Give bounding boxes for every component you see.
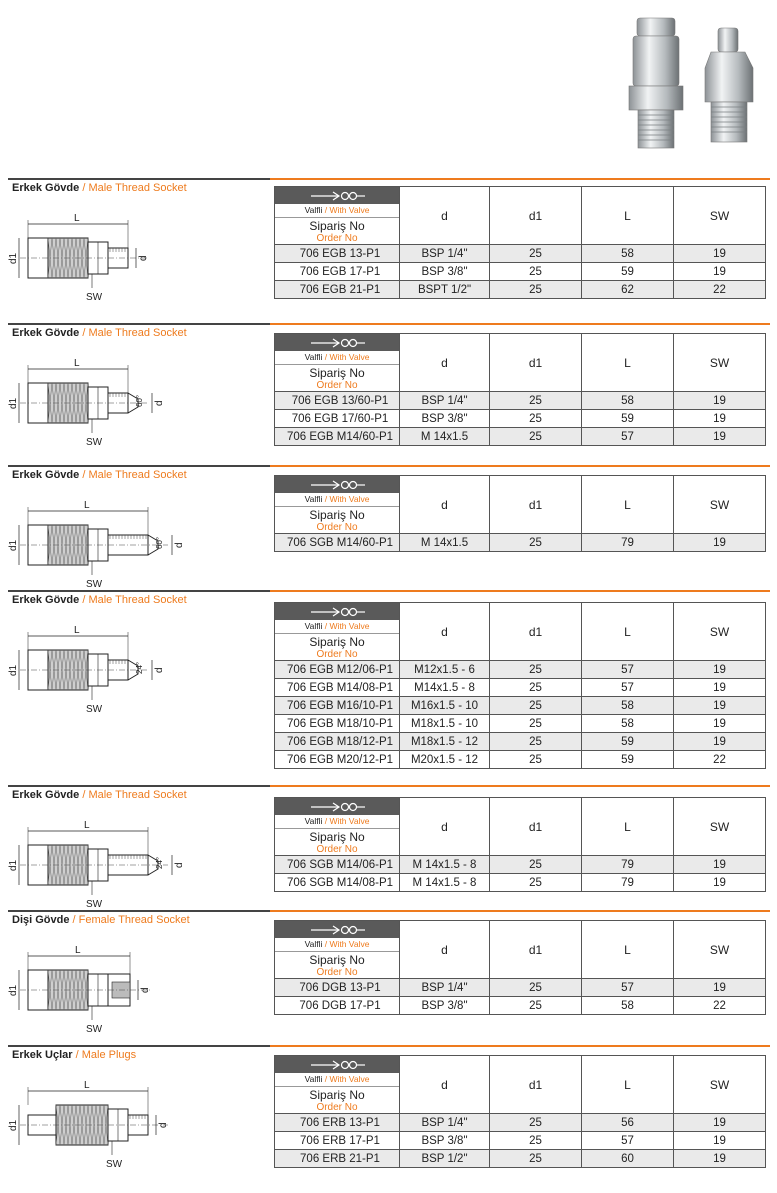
L-cell: 59 [582, 751, 674, 769]
L-cell: 59 [582, 263, 674, 281]
SW-cell: 19 [674, 410, 766, 428]
L-cell: 57 [582, 428, 674, 446]
order-label-en: Order No [316, 1102, 358, 1113]
d1-cell: 25 [490, 661, 582, 679]
title-turkish: Erkek Gövde [12, 182, 80, 194]
d1-cell: 25 [490, 281, 582, 299]
valve-en: / With Valve [324, 494, 370, 504]
title-turkish: Erkek Gövde [12, 594, 80, 606]
d-cell: BSP 1/4" [400, 392, 490, 410]
col-header-d: d [400, 334, 490, 392]
title-english: Male Thread Socket [88, 182, 187, 194]
table-header-row [275, 921, 766, 979]
d-cell: BSP 3/8" [400, 263, 490, 281]
col-header-d1: d1 [490, 603, 582, 661]
angle-label: 60° [135, 394, 144, 407]
col-header-SW: SW [674, 798, 766, 856]
d-cell: M 14x1.5 [400, 534, 490, 552]
dim-L-label: L [74, 358, 80, 369]
valve-symbol [275, 921, 399, 938]
technical-drawing [8, 608, 208, 738]
spec-table [274, 797, 766, 892]
dim-d1-label: d1 [8, 252, 19, 264]
d1-cell: 25 [490, 392, 582, 410]
valve-en: / With Valve [324, 205, 370, 215]
SW-cell: 19 [674, 856, 766, 874]
valve-symbol [275, 798, 399, 815]
L-cell: 58 [582, 392, 674, 410]
order-header-cell [275, 187, 400, 245]
order-label-tr: Sipariş No [309, 953, 365, 967]
technical-drawing [8, 341, 208, 471]
dim-SW-label: SW [106, 1159, 123, 1170]
order-code-cell: 706 EGB M18/12-P1 [275, 733, 400, 751]
section-accent-line [270, 785, 770, 787]
order-code-cell: 706 ERB 17-P1 [275, 1132, 400, 1150]
d1-cell: 25 [490, 1150, 582, 1168]
title-turkish: Erkek Gövde [12, 789, 80, 801]
table-row [275, 997, 766, 1015]
d1-cell: 25 [490, 979, 582, 997]
table-row [275, 715, 766, 733]
d-cell: BSPT 1/2" [400, 281, 490, 299]
spec-table [274, 475, 766, 552]
col-header-d1: d1 [490, 1056, 582, 1114]
table-row [275, 661, 766, 679]
dim-d1-label: d1 [8, 859, 19, 871]
L-cell: 59 [582, 733, 674, 751]
dim-d1-label: d1 [8, 664, 19, 676]
table-row [275, 1150, 766, 1168]
section-accent-line [270, 590, 770, 592]
section-accent-line [270, 1045, 770, 1047]
dim-L-label: L [84, 1080, 90, 1091]
dim-d-label: d [140, 987, 151, 993]
col-header-L: L [582, 1056, 674, 1114]
valve-label [275, 620, 399, 634]
d1-cell: 25 [490, 715, 582, 733]
section-title [12, 182, 187, 194]
order-label-tr: Sipariş No [309, 508, 365, 522]
L-cell: 57 [582, 1132, 674, 1150]
L-cell: 59 [582, 410, 674, 428]
valve-en: / With Valve [324, 621, 370, 631]
SW-cell: 22 [674, 997, 766, 1015]
valve-en: / With Valve [324, 352, 370, 362]
table-row [275, 874, 766, 892]
L-cell: 62 [582, 281, 674, 299]
angle-label: 24° [155, 856, 164, 869]
dim-SW-label: SW [86, 1024, 103, 1035]
spec-table [274, 920, 766, 1015]
coupling-symbol-icon [307, 479, 367, 491]
L-cell: 56 [582, 1114, 674, 1132]
d-cell: BSP 3/8" [400, 997, 490, 1015]
SW-cell: 19 [674, 874, 766, 892]
d-cell: BSP 1/4" [400, 245, 490, 263]
L-cell: 58 [582, 715, 674, 733]
L-cell: 79 [582, 534, 674, 552]
dim-d-label: d [174, 542, 185, 548]
valve-label [275, 204, 399, 218]
L-cell: 79 [582, 856, 674, 874]
table-header-row [275, 1056, 766, 1114]
dim-SW-label: SW [86, 437, 103, 448]
table-row [275, 263, 766, 281]
table-row [275, 979, 766, 997]
d-cell: BSP 1/2" [400, 1150, 490, 1168]
d1-cell: 25 [490, 874, 582, 892]
spec-table [274, 602, 766, 769]
d1-cell: 25 [490, 263, 582, 281]
valve-symbol [275, 334, 399, 351]
L-cell: 60 [582, 1150, 674, 1168]
valve-tr: Valfli [304, 621, 325, 631]
table-row [275, 428, 766, 446]
d-cell: M14x1.5 - 8 [400, 679, 490, 697]
SW-cell: 22 [674, 281, 766, 299]
table-row [275, 1114, 766, 1132]
SW-cell: 19 [674, 733, 766, 751]
SW-cell: 19 [674, 979, 766, 997]
title-separator: / [82, 789, 89, 801]
col-header-SW: SW [674, 334, 766, 392]
SW-cell: 19 [674, 1114, 766, 1132]
title-separator: / [82, 594, 89, 606]
d1-cell: 25 [490, 856, 582, 874]
col-header-SW: SW [674, 603, 766, 661]
angle-label: 24° [135, 661, 144, 674]
table-row [275, 679, 766, 697]
table-header-row [275, 603, 766, 661]
title-english: Male Plugs [81, 1049, 137, 1061]
SW-cell: 19 [674, 245, 766, 263]
dim-SW-label: SW [86, 292, 103, 303]
col-header-SW: SW [674, 1056, 766, 1114]
spec-table [274, 186, 766, 299]
order-label-en: Order No [316, 522, 358, 533]
table-row [275, 1132, 766, 1150]
d1-cell: 25 [490, 679, 582, 697]
order-label-en: Order No [316, 380, 358, 391]
d-cell: M18x1.5 - 12 [400, 733, 490, 751]
valve-tr: Valfli [304, 939, 325, 949]
d1-cell: 25 [490, 733, 582, 751]
table-header-row [275, 476, 766, 534]
d1-cell: 25 [490, 997, 582, 1015]
order-code-cell: 706 ERB 21-P1 [275, 1150, 400, 1168]
L-cell: 58 [582, 697, 674, 715]
d-cell: M16x1.5 - 10 [400, 697, 490, 715]
dim-d-label: d [154, 400, 165, 406]
valve-symbol [275, 187, 399, 204]
order-header-cell [275, 603, 400, 661]
col-header-L: L [582, 603, 674, 661]
dim-L-label: L [84, 500, 90, 511]
col-header-d: d [400, 603, 490, 661]
table-header-row [275, 798, 766, 856]
valve-tr: Valfli [304, 1074, 325, 1084]
title-english: Male Thread Socket [88, 789, 187, 801]
col-header-d1: d1 [490, 921, 582, 979]
order-header-cell [275, 334, 400, 392]
section-title [12, 1049, 136, 1061]
col-header-d: d [400, 921, 490, 979]
valve-label [275, 493, 399, 507]
order-code-cell: 706 DGB 17-P1 [275, 997, 400, 1015]
SW-cell: 19 [674, 1132, 766, 1150]
table-row [275, 410, 766, 428]
valve-en: / With Valve [324, 816, 370, 826]
order-label-tr: Sipariş No [309, 366, 365, 380]
title-english: Male Thread Socket [88, 469, 187, 481]
dim-L-label: L [74, 213, 80, 224]
col-header-L: L [582, 334, 674, 392]
d1-cell: 25 [490, 245, 582, 263]
order-code-cell: 706 EGB 17-P1 [275, 263, 400, 281]
dim-L-label: L [84, 820, 90, 831]
dim-SW-label: SW [86, 899, 103, 910]
L-cell: 58 [582, 245, 674, 263]
order-code-cell: 706 SGB M14/06-P1 [275, 856, 400, 874]
d1-cell: 25 [490, 410, 582, 428]
order-label-en: Order No [316, 233, 358, 244]
title-english: Male Thread Socket [88, 594, 187, 606]
section-title [12, 327, 187, 339]
d-cell: M 14x1.5 [400, 428, 490, 446]
valve-symbol [275, 603, 399, 620]
dim-SW-label: SW [86, 579, 103, 590]
dim-L-label: L [75, 945, 81, 956]
order-label-tr: Sipariş No [309, 219, 365, 233]
dim-d-label: d [138, 255, 149, 261]
order-code-cell: 706 EGB M12/06-P1 [275, 661, 400, 679]
table-row [275, 534, 766, 552]
valve-label [275, 351, 399, 365]
table-header-row [275, 334, 766, 392]
L-cell: 79 [582, 874, 674, 892]
SW-cell: 19 [674, 428, 766, 446]
section-title [12, 469, 187, 481]
order-header-cell [275, 798, 400, 856]
section-title [12, 594, 187, 606]
d-cell: BSP 1/4" [400, 979, 490, 997]
order-code-cell: 706 SGB M14/60-P1 [275, 534, 400, 552]
dim-SW-label: SW [86, 704, 103, 715]
dim-L-label: L [74, 625, 80, 636]
SW-cell: 19 [674, 1150, 766, 1168]
table-row [275, 733, 766, 751]
coupling-symbol-icon [307, 1059, 367, 1071]
order-code-cell: 706 EGB M14/60-P1 [275, 428, 400, 446]
order-code-cell: 706 EGB M18/10-P1 [275, 715, 400, 733]
col-header-d: d [400, 1056, 490, 1114]
order-code-cell: 706 EGB M20/12-P1 [275, 751, 400, 769]
title-separator: / [72, 914, 79, 926]
valve-tr: Valfli [304, 205, 325, 215]
valve-label [275, 1073, 399, 1087]
d1-cell: 25 [490, 751, 582, 769]
coupling-symbol-icon [307, 190, 367, 202]
col-header-d: d [400, 476, 490, 534]
col-header-d1: d1 [490, 187, 582, 245]
order-code-cell: 706 SGB M14/08-P1 [275, 874, 400, 892]
title-separator: / [82, 182, 89, 194]
product-photo [615, 8, 770, 158]
L-cell: 57 [582, 679, 674, 697]
title-turkish: Erkek Uçlar [12, 1049, 73, 1061]
valve-tr: Valfli [304, 494, 325, 504]
order-label-en: Order No [316, 967, 358, 978]
d1-cell: 25 [490, 428, 582, 446]
col-header-L: L [582, 187, 674, 245]
table-header-row [275, 187, 766, 245]
table-row [275, 751, 766, 769]
order-label-en: Order No [316, 844, 358, 855]
section-accent-line [270, 465, 770, 467]
technical-drawing [8, 928, 208, 1058]
table-row [275, 281, 766, 299]
d1-cell: 25 [490, 1114, 582, 1132]
spec-table [274, 1055, 766, 1168]
order-label-tr: Sipariş No [309, 1088, 365, 1102]
title-english: Female Thread Socket [78, 914, 190, 926]
technical-drawing [8, 1063, 208, 1193]
SW-cell: 19 [674, 715, 766, 733]
SW-cell: 19 [674, 263, 766, 281]
SW-cell: 19 [674, 679, 766, 697]
title-separator: / [82, 469, 89, 481]
order-label-tr: Sipariş No [309, 830, 365, 844]
section-title [12, 914, 190, 926]
order-code-cell: 706 EGB M16/10-P1 [275, 697, 400, 715]
order-label-tr: Sipariş No [309, 635, 365, 649]
table-row [275, 245, 766, 263]
coupling-symbol-icon [307, 801, 367, 813]
coupling-symbol-icon [307, 337, 367, 349]
SW-cell: 19 [674, 697, 766, 715]
order-code-cell: 706 EGB 21-P1 [275, 281, 400, 299]
order-header-cell [275, 1056, 400, 1114]
section-accent-line [270, 910, 770, 912]
valve-en: / With Valve [324, 1074, 370, 1084]
d1-cell: 25 [490, 697, 582, 715]
section-accent-line [270, 323, 770, 325]
order-code-cell: 706 ERB 13-P1 [275, 1114, 400, 1132]
d-cell: M12x1.5 - 6 [400, 661, 490, 679]
angle-label: 60° [155, 536, 164, 549]
valve-tr: Valfli [304, 352, 325, 362]
section-title [12, 789, 187, 801]
d-cell: BSP 3/8" [400, 410, 490, 428]
title-separator: / [75, 1049, 82, 1061]
col-header-L: L [582, 476, 674, 534]
col-header-d1: d1 [490, 334, 582, 392]
table-row [275, 856, 766, 874]
col-header-d1: d1 [490, 798, 582, 856]
col-header-SW: SW [674, 187, 766, 245]
col-header-L: L [582, 921, 674, 979]
coupling-symbol-icon [307, 924, 367, 936]
spec-table [274, 333, 766, 446]
L-cell: 57 [582, 979, 674, 997]
order-code-cell: 706 EGB 13/60-P1 [275, 392, 400, 410]
L-cell: 58 [582, 997, 674, 1015]
d1-cell: 25 [490, 1132, 582, 1150]
order-header-cell [275, 921, 400, 979]
dim-d-label: d [154, 667, 165, 673]
dim-d1-label: d1 [8, 984, 19, 996]
section-accent-line [270, 178, 770, 180]
technical-drawing [8, 196, 208, 326]
SW-cell: 19 [674, 661, 766, 679]
dim-d1-label: d1 [8, 397, 19, 409]
title-turkish: Dişi Gövde [12, 914, 70, 926]
col-header-SW: SW [674, 476, 766, 534]
table-row [275, 697, 766, 715]
d-cell: M20x1.5 - 12 [400, 751, 490, 769]
order-header-cell [275, 476, 400, 534]
d-cell: BSP 3/8" [400, 1132, 490, 1150]
d-cell: M 14x1.5 - 8 [400, 874, 490, 892]
col-header-d1: d1 [490, 476, 582, 534]
col-header-L: L [582, 798, 674, 856]
order-code-cell: 706 EGB 17/60-P1 [275, 410, 400, 428]
valve-symbol [275, 1056, 399, 1073]
valve-en: / With Valve [324, 939, 370, 949]
col-header-d: d [400, 187, 490, 245]
order-label-en: Order No [316, 649, 358, 660]
SW-cell: 19 [674, 534, 766, 552]
d-cell: BSP 1/4" [400, 1114, 490, 1132]
title-turkish: Erkek Gövde [12, 327, 80, 339]
title-turkish: Erkek Gövde [12, 469, 80, 481]
col-header-d: d [400, 798, 490, 856]
title-separator: / [82, 327, 89, 339]
col-header-SW: SW [674, 921, 766, 979]
valve-symbol [275, 476, 399, 493]
d-cell: M18x1.5 - 10 [400, 715, 490, 733]
dim-d-label: d [158, 1122, 169, 1128]
dim-d1-label: d1 [8, 1119, 19, 1131]
table-row [275, 392, 766, 410]
SW-cell: 22 [674, 751, 766, 769]
dim-d1-label: d1 [8, 539, 19, 551]
dim-d-label: d [174, 862, 185, 868]
L-cell: 57 [582, 661, 674, 679]
d-cell: M 14x1.5 - 8 [400, 856, 490, 874]
valve-label [275, 938, 399, 952]
valve-label [275, 815, 399, 829]
d1-cell: 25 [490, 534, 582, 552]
valve-tr: Valfli [304, 816, 325, 826]
order-code-cell: 706 EGB M14/08-P1 [275, 679, 400, 697]
SW-cell: 19 [674, 392, 766, 410]
order-code-cell: 706 EGB 13-P1 [275, 245, 400, 263]
title-english: Male Thread Socket [88, 327, 187, 339]
coupling-symbol-icon [307, 606, 367, 618]
order-code-cell: 706 DGB 13-P1 [275, 979, 400, 997]
